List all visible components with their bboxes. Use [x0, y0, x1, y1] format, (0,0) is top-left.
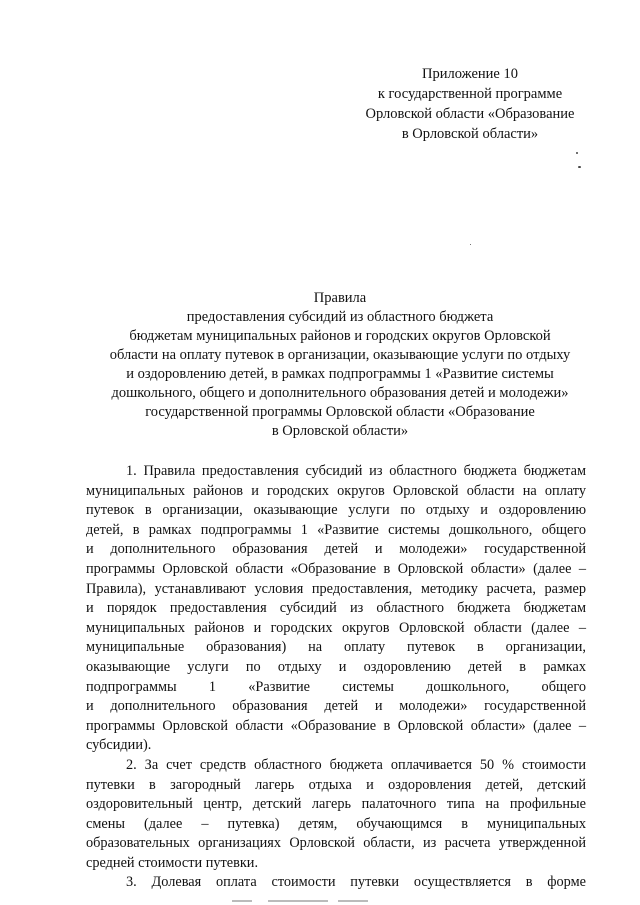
paragraph-line: и дополнительного образования детей и молодежи» государственной	[86, 541, 586, 558]
title-line: предоставления субсидий из областного бюджета	[186, 309, 494, 325]
paragraph-line: оказывающие услуги по отдыху и оздоровлению детей в рамках	[86, 658, 586, 675]
scan-speck	[470, 244, 471, 245]
paragraph-line: муниципальные образования) на оплату путевок в организации,	[86, 639, 586, 656]
appendix-line: к государственной программе	[377, 86, 563, 102]
title-line: бюджетам муниципальных районов и городских округов Орловской	[129, 328, 551, 344]
scan-speck	[578, 166, 581, 168]
paragraph-line: и порядок предоставления субсидий из областного бюджета бюджетам	[86, 600, 586, 617]
paragraph-3	[86, 873, 586, 893]
scan-speck	[576, 152, 578, 154]
document-title	[60, 289, 620, 441]
paragraph-line: Правила), устанавливают условия предоставления, методику расчета, размер	[86, 580, 586, 597]
paragraph-1	[86, 462, 586, 756]
paragraph-line: субсидии).	[86, 737, 152, 754]
appendix-header	[300, 64, 640, 144]
appendix-line: в Орловской области»	[401, 126, 539, 142]
scan-artifact	[232, 900, 252, 902]
paragraph-line: муниципальных районов и городских округов Орловской области (далее –	[86, 619, 586, 636]
paragraph-line: и дополнительного образования детей и молодежи» государственной	[86, 698, 586, 715]
title-line: области на оплату путевок в организации, оказывающие услуги по отдыху	[109, 347, 571, 363]
paragraph-line: 1. Правила предоставления субсидий из областного бюджета бюджетам	[126, 463, 586, 479]
appendix-line: Приложение 10	[422, 66, 518, 82]
paragraph-line: образовательных организациях Орловской области, из расчета утвержденной	[86, 835, 586, 852]
paragraph-line: 2. За счет средств областного бюджета оплачивается 50 % стоимости	[126, 756, 586, 773]
paragraph-line: средней стоимости путевки.	[86, 854, 259, 871]
paragraph-line: смены (далее – путевка) детям, обучающимся в муниципальных	[86, 815, 586, 832]
title-line: в Орловской области»	[271, 423, 409, 439]
document-body	[86, 462, 586, 893]
paragraph-line: муниципальных районов и городских округов Орловской области на оплату	[86, 482, 586, 499]
title-heading: Правила	[313, 290, 367, 306]
paragraph-line: программы Орловской области «Образование в Орловской области» (далее –	[86, 717, 586, 734]
paragraph-line: путевок в организации, оказывающие услуги по отдыху и оздоровлению	[86, 502, 586, 519]
title-line: и оздоровлению детей, в рамках подпрограммы 1 «Развитие системы	[126, 366, 554, 382]
title-line: дошкольного, общего и дополнительного образования детей и молодежи»	[111, 385, 569, 401]
paragraph-line: путевки в загородный лагерь отдыха и оздоровления детей, детский	[86, 776, 586, 793]
paragraph-line: оздоровительный центр, детский лагерь палаточного типа на профильные	[86, 796, 586, 813]
title-line: государственной программы Орловской области «Образование	[145, 404, 535, 420]
paragraph-line: программы Орловской области «Образование в Орловской области» (далее –	[86, 560, 586, 577]
paragraph-line: подпрограммы 1 «Развитие системы дошкольного, общего	[86, 678, 586, 695]
scan-artifact	[338, 900, 368, 902]
paragraph-line: детей, в рамках подпрограммы 1 «Развитие системы дошкольного, общего	[86, 521, 586, 538]
paragraph-line: 3. Долевая оплата стоимости путевки осуществляется в форме	[126, 874, 586, 891]
appendix-line: Орловской области «Образование	[365, 106, 575, 122]
paragraph-2	[86, 756, 586, 874]
scan-artifact	[268, 900, 328, 902]
